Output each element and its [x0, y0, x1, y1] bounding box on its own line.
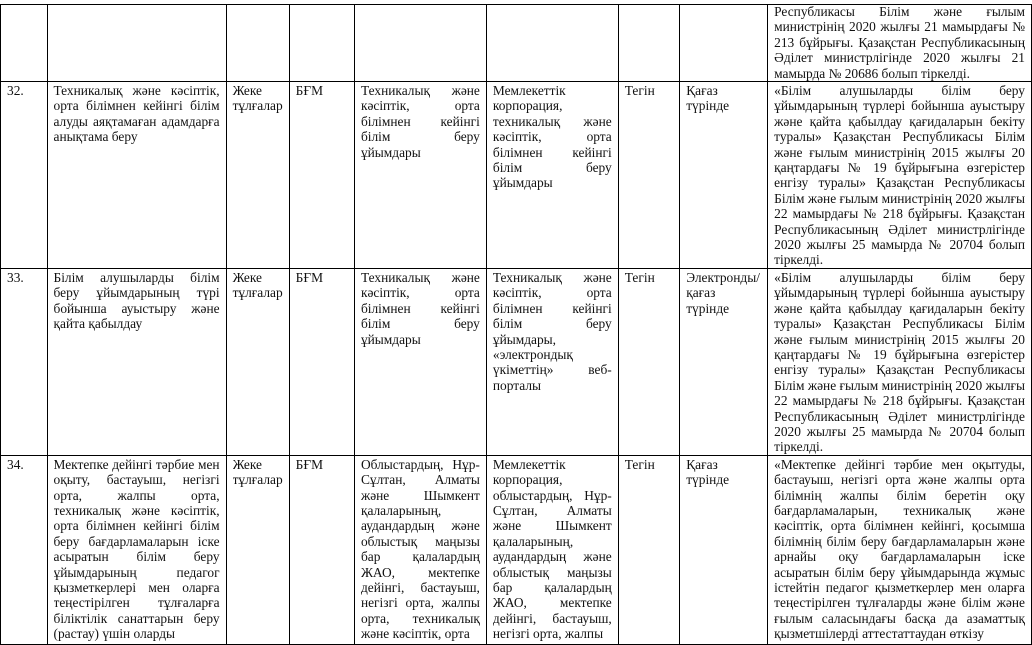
document-page	[0, 4, 1032, 645]
form-cell: Қағаз түрінде	[680, 455, 768, 644]
recipient-cell: Жеке тұлғалар	[226, 82, 289, 269]
row-number-cell: 34.	[1, 455, 48, 644]
provider-cell	[354, 5, 486, 82]
recipient-cell: Жеке тұлғалар	[226, 268, 289, 455]
row-number-cell: 33.	[1, 268, 48, 455]
ministry-cell: БҒМ	[289, 82, 354, 269]
cost-cell: Тегін	[618, 268, 679, 455]
recipient-cell: Жеке тұлғалар	[226, 455, 289, 644]
provider-cell: Техникалық және кәсіптік, орта білімнен кейінгі білім беру ұйымдары	[354, 82, 486, 269]
provider-cell: Техникалық және кәсіптік, орта білімнен кейінгі білім беру ұйымдары	[354, 268, 486, 455]
ministry-cell	[289, 5, 354, 82]
legal-act-cell: «Білім алушыларды білім беру ұйымдарының түрлері бойынша ауыстыру және қайта қабылдау қағидаларын бекіту туралы» Қазақстан Республикасы Білім және ғылым министрінің 2015 жылғы 20 қаңтардағы № 19 бұйрығына өзгерістер енгізу туралы» Қазақстан Республикасы Білім және ғылым министрінің 2020 жылғы 22 мамырдағы № 218 бұйрығы. Қазақстан Республикасының Әділет министрлігінде 2020 жылғы 25 мамырда № 20704 болып тіркелді.	[768, 268, 1032, 455]
legal-act-cell: Республикасы Білім және ғылым министрінің 2020 жылғы 21 мамырдағы № 213 бұйрығы. Қазақстан Республикасының Әділет министрлігінде 2020 жылғы 21 мамырда № 20686 болып тіркелді.	[768, 5, 1032, 82]
service-name-cell: Техникалық және кәсіптік, орта білімнен кейінгі білім алуды аяқтамаған адамдарға анықтама беру	[47, 82, 226, 269]
row-number-cell: 32.	[1, 82, 48, 269]
public-services-table	[0, 4, 1032, 645]
cost-cell	[618, 5, 679, 82]
recipient-cell	[226, 5, 289, 82]
table-row	[1, 455, 1032, 644]
provider-cell: Облыстардың, Нұр-Сұлтан, Алматы және Шымкент қалаларының, аудандардың және облыстық маңызы бар қалалардың ЖАО, мектепке дейінгі, бастауыш, негізгі орта, жалпы орта, техникалық және кәсіптік, орта	[354, 455, 486, 644]
row-number-cell	[1, 5, 48, 82]
service-name-cell: Мектепке дейінгі тәрбие мен оқыту, бастауыш, негізгі орта, жалпы орта, техникалық және кәсіптік, орта білімнен кейінгі білім беру бағдарламаларын іске асыратын білім беру ұйымдарының педагог қызметкерлері мен оларға теңестірілген тұлғаларға біліктілік санаттарын беру (растау) үшін оларды	[47, 455, 226, 644]
acceptance-cell: Мемлекеттік корпорация, облыстардың, Нұр-Сұлтан, Алматы және Шымкент қалаларының, аудандардың және облыстық маңызы бар қалалардың ЖАО, мектепке дейінгі, бастауыш, негізгі орта, жалпы	[486, 455, 618, 644]
cost-cell: Тегін	[618, 455, 679, 644]
table-row	[1, 82, 1032, 269]
table-row	[1, 268, 1032, 455]
acceptance-cell	[486, 5, 618, 82]
service-name-cell: Білім алушыларды білім беру ұйымдарының түрі бойынша ауыстыру және қайта қабылдау	[47, 268, 226, 455]
form-cell: Электронды/ қағаз түрінде	[680, 268, 768, 455]
ministry-cell: БҒМ	[289, 268, 354, 455]
legal-act-cell: «Мектепке дейінгі тәрбие мен оқытуды, бастауыш, негізгі орта және жалпы орта білімнің жалпы білім беретін оқу бағдарламаларын, техникалық және кәсіптік, орта білімнен кейінгі, қосымша білімнің білім беру бағдарламаларын және арнайы оқу бағдарламаларын іске асыратын білім беру ұйымдарында жұмыс істейтін педагог қызметкерлер мен оларға теңестірілген тұлғаларды және білім және ғылым саласындағы басқа да азаматтық қызметшілерді аттестаттаудан өткізу	[768, 455, 1032, 644]
form-cell	[680, 5, 768, 82]
acceptance-cell: Мемлекеттік корпорация, техникалық және кәсіптік, орта білімнен кейінгі білім беру ұйымдары	[486, 82, 618, 269]
service-name-cell	[47, 5, 226, 82]
table-row	[1, 5, 1032, 82]
legal-act-cell: «Білім алушыларды білім беру ұйымдарының түрлері бойынша ауыстыру және қайта қабылдау қағидаларын бекіту туралы» Қазақстан Республикасы Білім және ғылым министрінің 2015 жылғы 20 қаңтардағы № 19 бұйрығына өзгерістер енгізу туралы» Қазақстан Республикасы Білім және ғылым министрінің 2020 жылғы 22 мамырдағы № 218 бұйрығы. Қазақстан Республикасының Әділет министрлігінде 2020 жылғы 25 мамырда № 20704 болып тіркелді.	[768, 82, 1032, 269]
ministry-cell: БҒМ	[289, 455, 354, 644]
acceptance-cell: Техникалық және кәсіптік, орта білімнен кейінгі білім беру ұйымдары, «электрондық үкіметтің» веб-порталы	[486, 268, 618, 455]
cost-cell: Тегін	[618, 82, 679, 269]
form-cell: Қағаз түрінде	[680, 82, 768, 269]
